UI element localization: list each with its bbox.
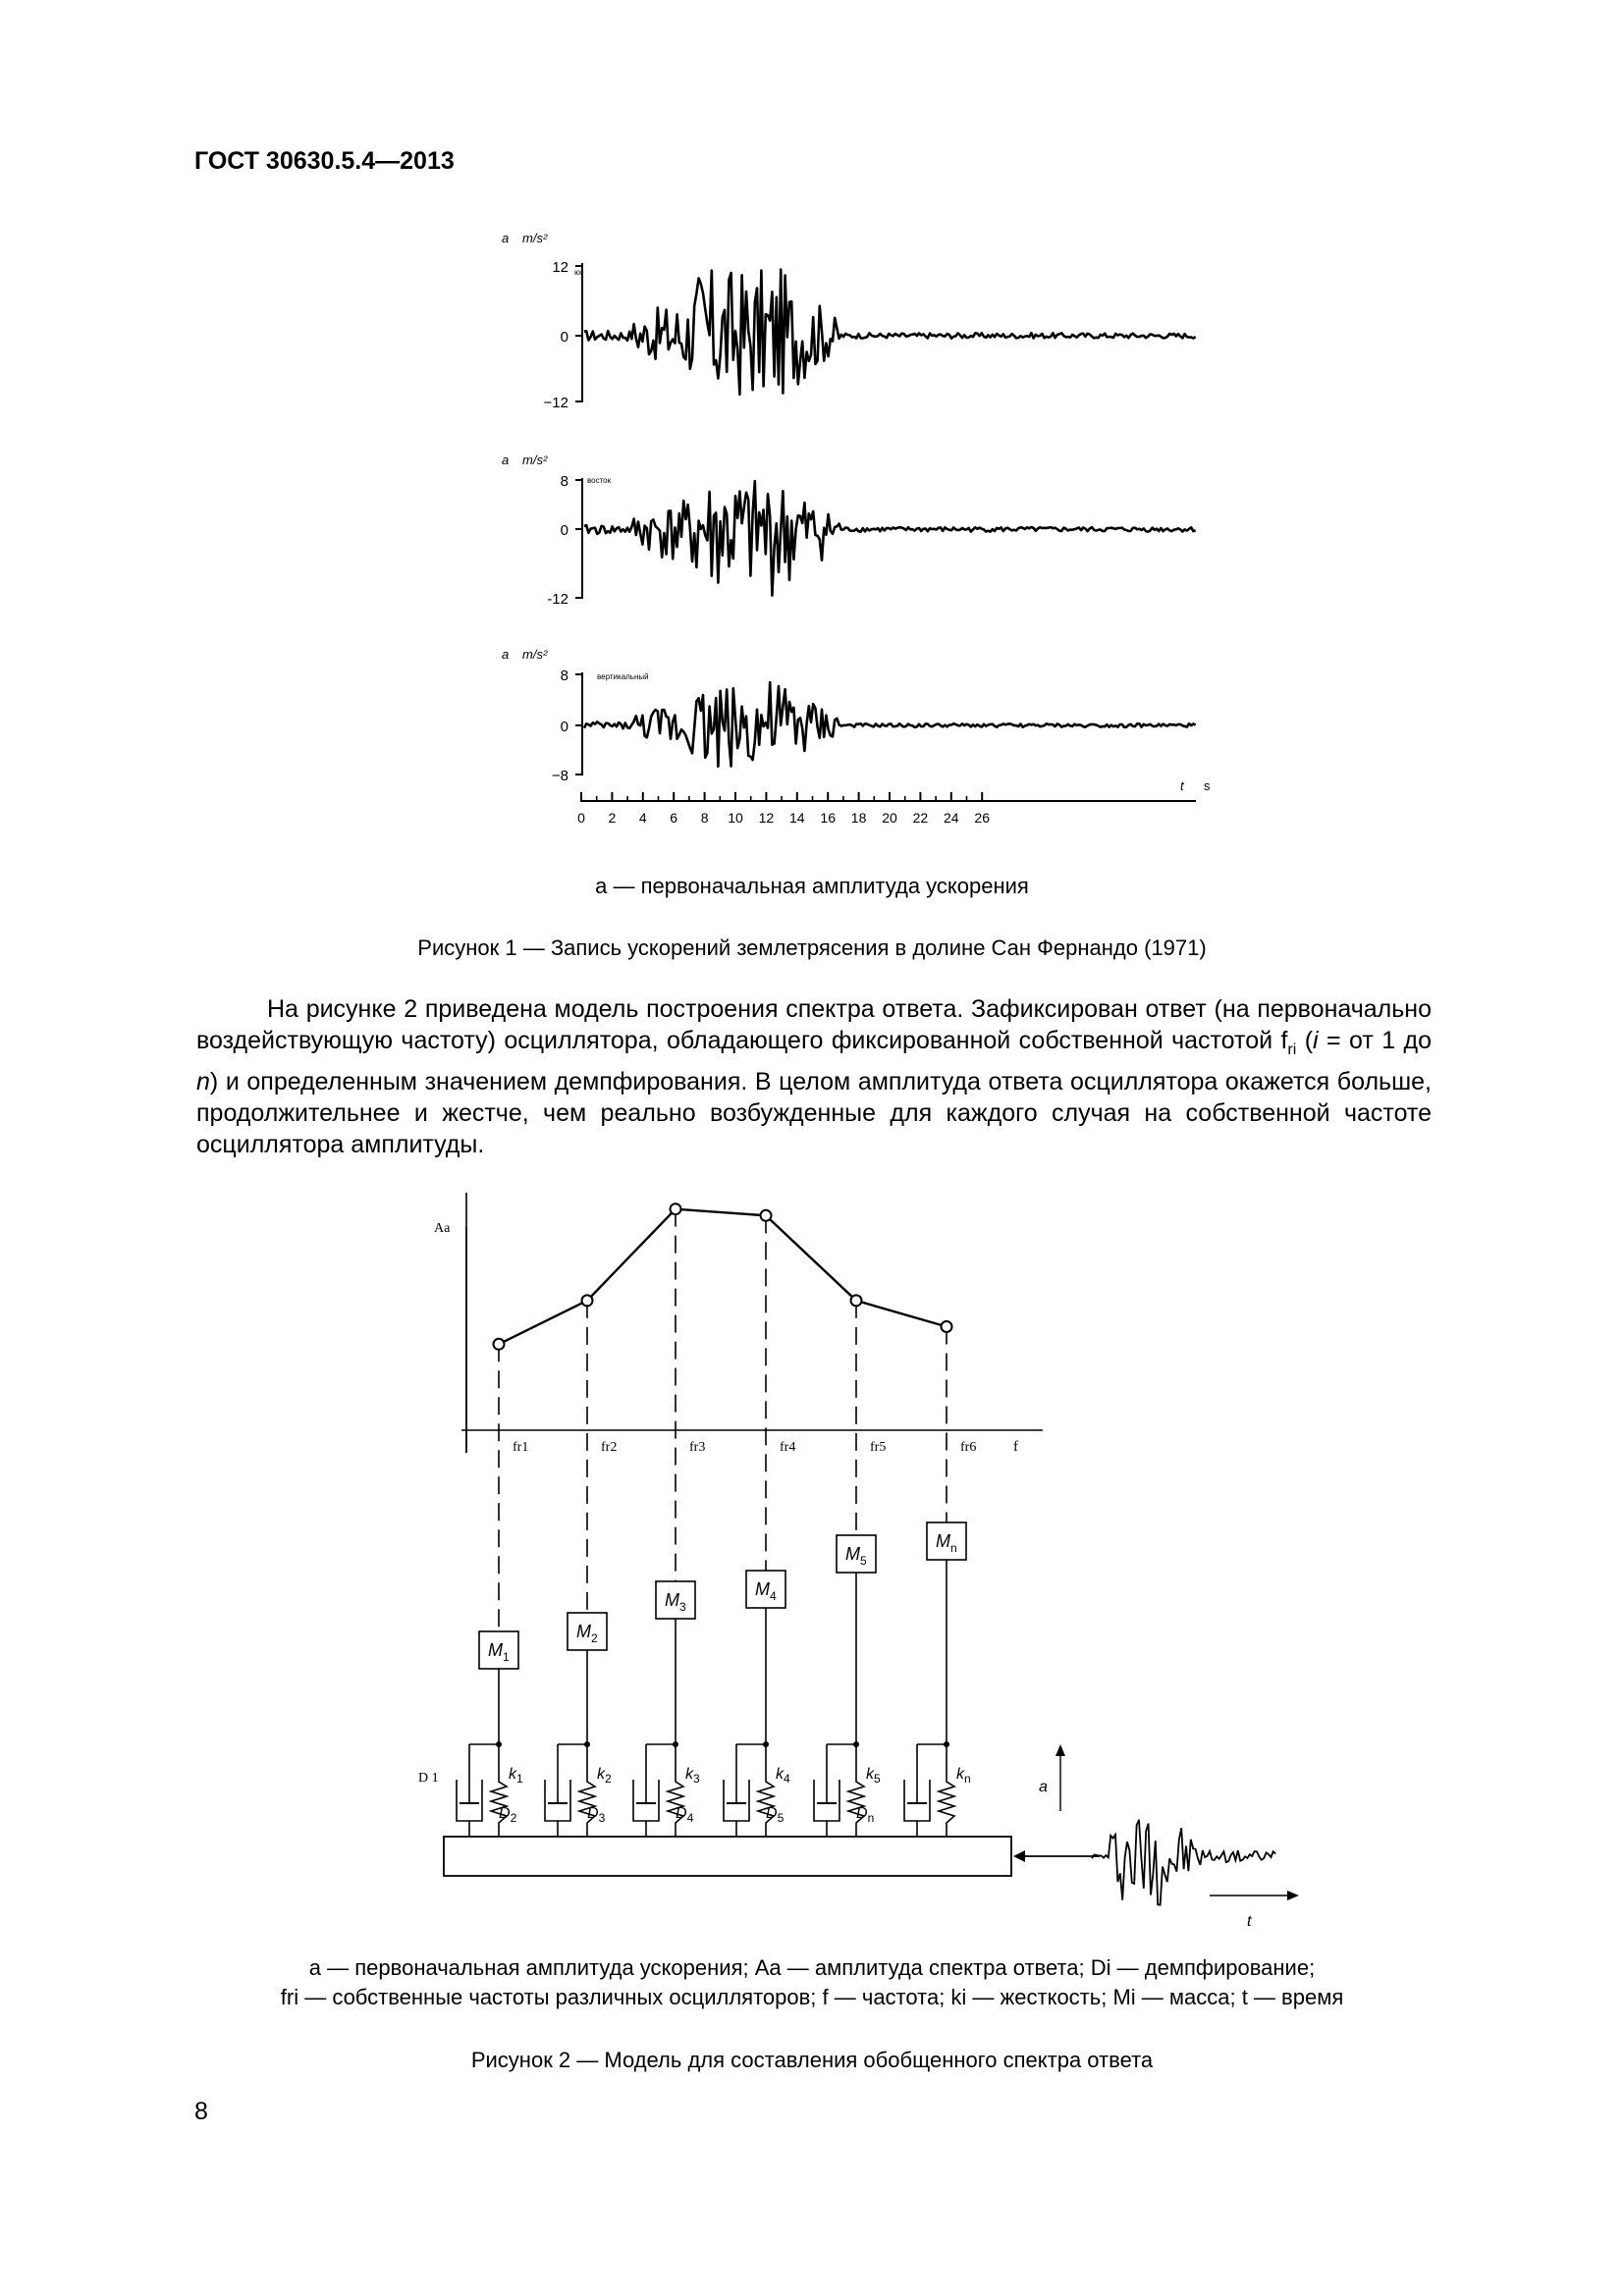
- damper-label: $D_3$: [587, 1805, 606, 1825]
- stiffness-label: $k_5$: [866, 1766, 881, 1786]
- accelerogram-panel-1: [502, 231, 1196, 411]
- stiffness-label: $k_3$: [685, 1766, 700, 1786]
- accelerogram-panel-3: [502, 647, 1196, 784]
- panel2-note: восток: [587, 476, 612, 485]
- figure1-caption: Рисунок 1 — Запись ускорений землетрясения в долине Сан Фернандо (1971): [417, 935, 1207, 960]
- time-tick-label: 16: [820, 810, 836, 826]
- damper-label: $D_n$: [856, 1805, 875, 1825]
- mass-label: $M_4$: [755, 1579, 777, 1603]
- page-number: 8: [194, 2098, 208, 2125]
- time-tick-label: 4: [638, 810, 647, 826]
- time-tick-label: 14: [789, 810, 805, 826]
- fig2-y-label: Aa: [434, 1221, 451, 1236]
- accelerogram-panel-2: [502, 453, 1196, 608]
- figure2-legend: [0, 1953, 1624, 2012]
- time-tick-label: 24: [944, 810, 959, 826]
- d1-label: D 1: [418, 1771, 439, 1786]
- stiffness-label: $k_n$: [956, 1766, 971, 1786]
- stiffness-label: $k_2$: [597, 1766, 612, 1786]
- input-axis-arrow: [1056, 1744, 1065, 1756]
- spring: [668, 1744, 683, 1837]
- input-arrow: [1013, 1850, 1025, 1862]
- stiffness-label: $k_1$: [509, 1766, 523, 1786]
- time-axis-unit: s: [1204, 778, 1211, 793]
- figure2-legend-line2: fri — собственные частоты различных осцилляторов; f — частота; ki — жесткость; Mi — масса; t — время: [280, 1985, 1344, 2009]
- panel2-axis-name: a: [502, 453, 510, 467]
- figure2-legend-line1: a — первоначальная амплитуда ускорения; Aa — амплитуда спектра ответа; Di — демпфирование;: [308, 1955, 1316, 1980]
- panel3-unit: m/s²: [522, 647, 548, 662]
- time-tick-label: 10: [728, 810, 743, 826]
- stiffness-label: $k_4$: [776, 1766, 790, 1786]
- panel1-tick-zero: 0: [560, 329, 568, 346]
- damper-label: $D_4$: [676, 1805, 694, 1825]
- base-plate: [444, 1837, 1011, 1876]
- spectrum-curve: [499, 1209, 947, 1345]
- freq-label: fr5: [870, 1440, 887, 1455]
- panel1-axis-name: a: [502, 231, 510, 245]
- spectrum-point: [582, 1295, 593, 1306]
- freq-label: fr2: [601, 1440, 618, 1455]
- time-tick-label: 2: [608, 810, 617, 826]
- panel3-tick-top: 8: [560, 667, 568, 684]
- panel2-tick-zero: 0: [560, 522, 568, 539]
- panel3-note: вертикальный: [597, 672, 649, 681]
- time-tick-label: 22: [912, 810, 929, 826]
- time-tick-label: 20: [882, 810, 897, 826]
- input-waveform: [1092, 1820, 1275, 1905]
- spring: [939, 1744, 954, 1837]
- panel2-waveform: [584, 481, 1196, 596]
- time-tick-label: 18: [850, 810, 867, 826]
- mass-label: $M_5$: [845, 1544, 867, 1568]
- panel3-waveform: [584, 682, 1196, 767]
- panel1-tick-bottom: −12: [543, 395, 568, 411]
- freq-label: fr4: [780, 1440, 796, 1455]
- figure1-accelerograms: [481, 221, 1227, 849]
- time-axis: [577, 778, 1211, 826]
- fig2-x-label: f: [1013, 1439, 1018, 1455]
- panel3-tick-bottom: −8: [551, 768, 568, 784]
- time-tick-label: 0: [577, 810, 585, 826]
- document-header: ГОСТ 30630.5.4—2013: [194, 147, 455, 175]
- spring: [848, 1744, 864, 1837]
- damper-label: $D_5$: [766, 1805, 785, 1825]
- body-paragraph: На рисунке 2 приведена модель построения спектра ответа. Зафиксирован ответ (на первоначально воздействующую частоту) осциллятора, обладающего фиксированной собственной частотой $f_{ri}$ (i = от 1 до n) и определенным значением демпфирования. В целом амплитуда ответа осциллятора окажется больше, продолжительнее и жестче, чем реально возбужденные для каждого случая на собственной частоте осциллятора амплитуды.: [196, 995, 1432, 1158]
- freq-label: fr6: [960, 1440, 977, 1455]
- damper-label: $D_2$: [499, 1805, 517, 1825]
- panel2-tick-bottom: -12: [547, 591, 568, 608]
- fig2-time-label: t: [1247, 1913, 1252, 1930]
- figure2-response-spectrum-model: [412, 1193, 1335, 1949]
- freq-label: fr1: [513, 1440, 529, 1455]
- spring: [579, 1744, 595, 1837]
- time-tick-label: 6: [670, 810, 678, 826]
- panel1-tick-top: 12: [552, 259, 568, 276]
- mass-label: $M_n$: [936, 1531, 957, 1555]
- spring: [758, 1744, 774, 1837]
- panel3-tick-zero: 0: [560, 719, 568, 735]
- input-axis-label: a: [1039, 1779, 1048, 1795]
- time-axis-label: t: [1180, 778, 1184, 793]
- panel2-tick-top: 8: [560, 473, 568, 490]
- time-tick-label: 26: [974, 810, 990, 826]
- spectrum-point: [942, 1321, 952, 1332]
- mass-label: $M_2$: [576, 1622, 598, 1645]
- mass-label: $M_3$: [665, 1590, 686, 1614]
- figure1-legend: a — первоначальная амплитуда ускорения: [595, 874, 1029, 898]
- panel1-waveform: [584, 270, 1196, 395]
- panel3-axis-name: a: [502, 647, 510, 662]
- time-arrow: [1287, 1891, 1299, 1900]
- panel1-note: юг: [574, 268, 583, 277]
- spectrum-point: [851, 1295, 862, 1306]
- spectrum-point: [671, 1203, 681, 1214]
- spring: [491, 1744, 507, 1837]
- freq-label: fr3: [689, 1440, 706, 1455]
- panel2-unit: m/s²: [522, 453, 548, 467]
- spectrum-point: [761, 1210, 772, 1221]
- time-tick-label: 12: [758, 810, 775, 826]
- figure2-caption: Рисунок 2 — Модель для составления обобщенного спектра ответа: [470, 2048, 1154, 2072]
- time-tick-label: 8: [700, 810, 709, 826]
- panel1-unit: m/s²: [522, 231, 548, 245]
- spectrum-point: [494, 1339, 505, 1350]
- mass-label: $M_1$: [488, 1640, 510, 1664]
